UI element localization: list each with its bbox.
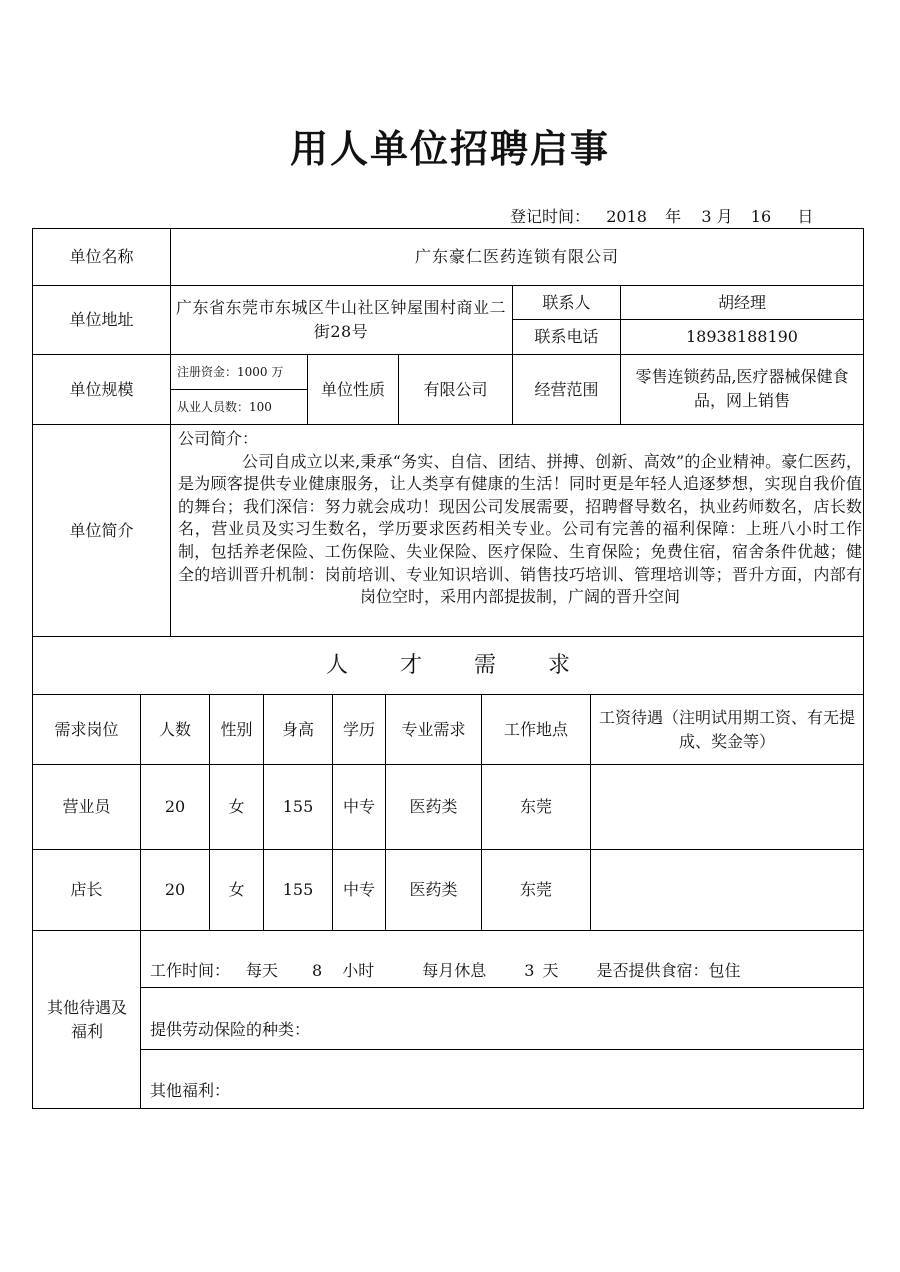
- unit-address-label: 单位地址: [69, 310, 134, 329]
- registered-capital: 注册资金：1000 万: [177, 365, 284, 379]
- registration-day: 16: [750, 207, 772, 226]
- unit-name-label: 单位名称: [69, 247, 134, 266]
- board-value: 包住: [708, 961, 741, 980]
- other-benefits-label: 其他福利：: [150, 1081, 231, 1100]
- row-education: 中专: [342, 880, 375, 899]
- row-height: 155: [282, 880, 314, 899]
- registration-year-unit: 年: [665, 207, 682, 226]
- registration-year: 2018: [606, 207, 647, 226]
- business-scope-value: 零售连锁药品,医疗器械保健食品，网上销售: [635, 367, 849, 410]
- rest-unit: 天: [542, 961, 559, 980]
- work-time-label: 工作时间：: [150, 961, 231, 980]
- row-education: 中专: [342, 797, 375, 816]
- header-education: 学历: [342, 719, 375, 739]
- header-height: 身高: [281, 719, 314, 739]
- company-intro-heading: 公司简介：: [178, 429, 259, 448]
- row-count: 20: [164, 797, 186, 816]
- business-scope-label: 经营范围: [534, 379, 599, 399]
- insurance-type-label: 提供劳动保险的种类：: [150, 1020, 311, 1039]
- registration-label: 登记时间：: [510, 207, 591, 226]
- row-position: 营业员: [62, 797, 111, 816]
- hours-unit: 小时: [342, 961, 375, 980]
- hours-value: 8: [312, 961, 323, 980]
- registration-month: 3: [701, 207, 712, 226]
- row-salary: [591, 765, 863, 849]
- row-gender: 女: [228, 880, 245, 899]
- unit-address-value: 广东省东莞市东城区牛山社区钟屋围村商业二街28号: [176, 298, 507, 341]
- row-salary: [591, 850, 863, 930]
- row-height: 155: [282, 797, 314, 816]
- benefits-label: 其他待遇及福利: [46, 997, 127, 1041]
- unit-name-value: 广东豪仁医药连锁有限公司: [414, 247, 619, 266]
- per-day-label: 每天: [246, 961, 279, 980]
- rest-label: 每月休息: [422, 961, 487, 980]
- unit-intro-label: 单位简介: [69, 520, 134, 540]
- row-position: 店长: [70, 880, 103, 899]
- row-gender: 女: [228, 797, 245, 816]
- page-title: 用人单位招聘启事: [289, 126, 610, 171]
- staff-count: 从业人员数：100: [177, 400, 272, 414]
- row-location: 东莞: [519, 797, 552, 816]
- phone-value: 18938188190: [686, 327, 798, 346]
- unit-nature-label: 单位性质: [320, 379, 385, 399]
- board-label: 是否提供食宿：: [596, 961, 709, 980]
- registration-date: [510, 204, 813, 227]
- rest-days: 3: [524, 961, 535, 980]
- company-intro: [178, 428, 862, 609]
- phone-label: 联系电话: [534, 327, 599, 346]
- row-major: 医药类: [409, 797, 458, 816]
- contact-label: 联系人: [542, 292, 591, 312]
- header-gender: 性别: [220, 719, 253, 739]
- header-position: 需求岗位: [54, 719, 119, 739]
- unit-scale-label: 单位规模: [69, 379, 134, 399]
- contact-value: 胡经理: [717, 292, 766, 312]
- header-count: 人数: [158, 719, 191, 739]
- row-location: 东莞: [519, 880, 552, 899]
- work-time-line: [150, 955, 850, 987]
- header-location: 工作地点: [503, 719, 568, 739]
- registration-month-unit: 月: [716, 207, 733, 226]
- registration-day-unit: 日: [797, 207, 814, 226]
- talent-demand-heading: 人才需求: [325, 652, 622, 678]
- company-intro-text: 公司自成立以来,秉承“务实、自信、团结、拼搏、创新、高效”的企业精神。豪仁医药，是为顾客提供专业健康服务，让人类享有健康的生活！同时更是年轻人追逐梦想，实现自我价值的舞台；我们深信：努力就会成功！现因公司发展需要，招聘督导数名，执业药师数名，店长数名，营业员及实习生数名，学历要求医药相关专业。公司有完善的福利保障：上班八小时工作制，包括养老保险、工伤保险、失业保险、医疗保险、生育保险；免费住宿，宿舍条件优越；健全的培训晋升机制：岗前培训、专业知识培训、销售技巧培训、管理培训等；晋升方面，内部有岗位空时，采用内部提拔制，广阔的晋升空间: [178, 451, 862, 607]
- row-major: 医药类: [409, 880, 458, 899]
- header-salary: 工资待遇（注明试用期工资、有无提成、奖金等）: [598, 708, 855, 751]
- unit-nature-value: 有限公司: [423, 379, 488, 399]
- row-count: 20: [164, 880, 186, 899]
- header-major: 专业需求: [401, 719, 466, 739]
